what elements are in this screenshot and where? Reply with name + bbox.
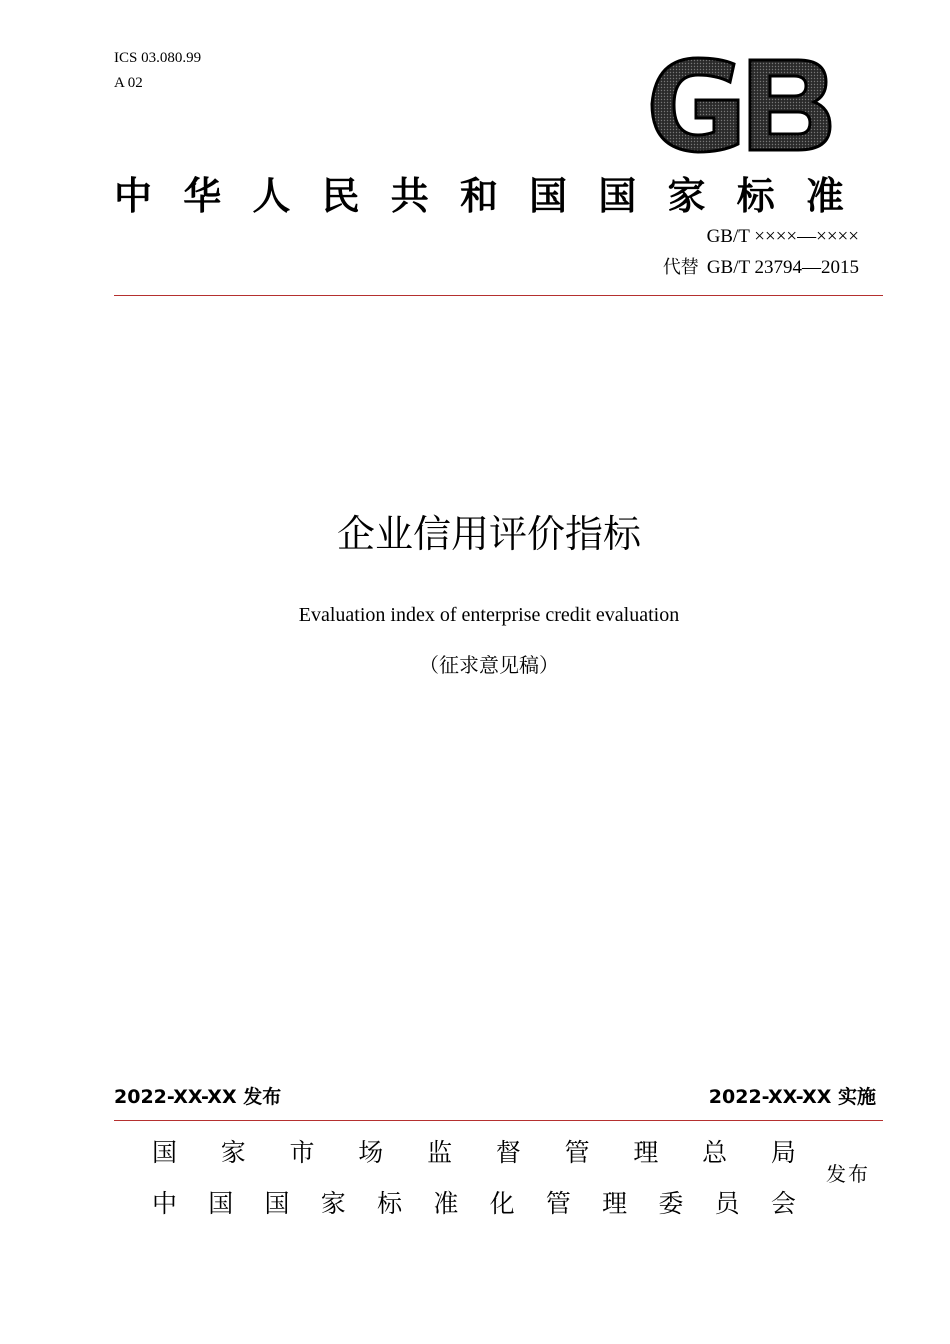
gb-logo — [648, 56, 832, 154]
char: 国 — [264, 1189, 290, 1218]
char: 国 — [152, 1138, 178, 1167]
draft-stage: （征求意见稿） — [419, 653, 559, 677]
document-title-en: Evaluation index of enterprise credit evaluation — [298, 604, 680, 626]
char: 准 — [805, 174, 844, 218]
char: 家 — [220, 1138, 246, 1167]
char: 员 — [714, 1189, 740, 1218]
char: 家 — [320, 1189, 346, 1218]
char: 共 — [390, 174, 429, 218]
char: 市 — [289, 1138, 315, 1167]
char: 准 — [433, 1189, 459, 1218]
char: 家 — [667, 174, 706, 218]
char: 标 — [736, 174, 775, 218]
classification-code: A 02 — [114, 75, 143, 91]
document-title-cn: 企业信用评价指标 — [336, 512, 641, 556]
char: 总 — [702, 1138, 728, 1167]
footer-divider — [114, 1120, 883, 1121]
ics-code: ICS 03.080.99 — [114, 50, 202, 66]
char: 国 — [529, 174, 568, 218]
char: 会 — [770, 1189, 796, 1218]
char: 督 — [495, 1138, 521, 1167]
replaces-label: 代替 — [662, 257, 699, 278]
implementation-date: 2022-XX-XX 实施 — [708, 1086, 876, 1108]
char: 场 — [358, 1138, 384, 1167]
char: 民 — [321, 174, 360, 218]
issue-date: 2022-XX-XX 发布 — [114, 1086, 282, 1108]
char: 化 — [489, 1189, 515, 1218]
char: 和 — [459, 174, 498, 218]
replaces-standard — [663, 256, 859, 279]
char: 国 — [598, 174, 637, 218]
replaces-number: GB/T 23794—2015 — [706, 257, 859, 278]
char: 中 — [114, 174, 153, 218]
char: 国 — [208, 1189, 234, 1218]
char: 人 — [252, 174, 291, 218]
char: 管 — [564, 1138, 590, 1167]
char: 委 — [658, 1189, 684, 1218]
header-divider — [114, 295, 883, 296]
char: 理 — [602, 1189, 628, 1218]
standard-number: GB/T ××××—×××× — [706, 226, 859, 247]
char: 华 — [183, 174, 222, 218]
char: 监 — [427, 1138, 453, 1167]
char: 标 — [377, 1189, 403, 1218]
char: 中 — [152, 1189, 178, 1218]
issuer-sac — [152, 1188, 796, 1220]
issuer-samr — [152, 1137, 796, 1169]
char: 管 — [545, 1189, 571, 1218]
char: 局 — [770, 1138, 796, 1167]
char: 理 — [633, 1138, 659, 1167]
issued-label: 发布 — [826, 1162, 870, 1186]
national-standard-title — [114, 174, 844, 218]
